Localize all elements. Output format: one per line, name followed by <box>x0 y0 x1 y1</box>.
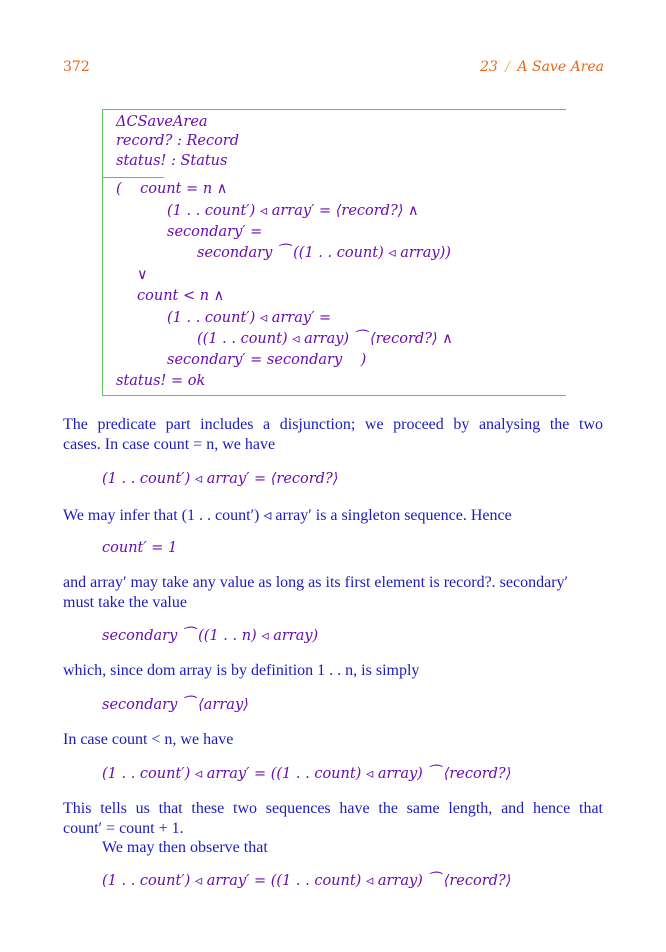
predicate-line: secondary ⁀ ((1 . . count) ◃ array)) <box>197 245 451 261</box>
schema-decl-record: record? : Record <box>116 133 240 149</box>
paragraph-line: The predicate part includes a disjunction; we proceed by analysing the two <box>63 416 603 433</box>
display-math: count′ = 1 <box>102 540 178 556</box>
display-math: (1 . . count′) ◃ array′ = ⟨record?⟩ <box>102 471 339 487</box>
predicate-line: ( count = n ∧ <box>116 181 228 197</box>
schema-left-rule <box>102 109 103 395</box>
predicate-line: ((1 . . count) ◃ array) ⁀ ⟨record?⟩ ∧ <box>197 331 453 347</box>
predicate-line: count < n ∧ <box>137 288 225 304</box>
schema-divider-rule <box>102 177 164 178</box>
page-number: 372 <box>63 59 90 75</box>
paragraph-line: must take the value <box>63 594 187 611</box>
display-math: (1 . . count′) ◃ array′ = ((1 . . count) ◃ array) ⁀ ⟨record?⟩ <box>102 873 512 889</box>
display-math: (1 . . count′) ◃ array′ = ((1 . . count) ◃ array) ⁀ ⟨record?⟩ <box>102 766 512 782</box>
chapter-number: 23 <box>479 59 498 75</box>
schema-bottom-rule <box>102 395 566 396</box>
paragraph-line: We may then observe that <box>102 839 268 856</box>
schema-name: ΔCSaveArea <box>116 114 208 130</box>
paragraph-line: This tells us that these two sequences have the same length, and hence that <box>63 800 603 817</box>
paragraph-line: which, since dom array is by definition 1 . . n, is simply <box>63 662 420 679</box>
running-head <box>480 59 604 75</box>
paragraph-line: count′ = count + 1. <box>63 820 184 837</box>
paragraph-line: and array′ may take any value as long as its first element is record?. secondary′ <box>63 574 569 591</box>
header-separator: / <box>505 59 510 75</box>
paragraph-line: We may infer that (1 . . count′) ◃ array′ is a singleton sequence. Hence <box>63 507 512 524</box>
paragraph-line: In case count < n, we have <box>63 731 234 748</box>
schema-decl-status: status! : Status <box>116 153 228 169</box>
schema-top-rule <box>102 109 566 110</box>
chapter-title: A Save Area <box>517 59 604 75</box>
paragraph-line: cases. In case count = n, we have <box>63 436 276 453</box>
predicate-line: (1 . . count′) ◃ array′ = <box>167 310 332 326</box>
predicate-line: secondary′ = secondary ) <box>167 352 367 368</box>
predicate-or: ∨ <box>137 267 148 283</box>
display-math: secondary ⁀ ((1 . . n) ◃ array) <box>102 628 319 644</box>
predicate-status: status! = ok <box>116 373 206 389</box>
predicate-line: secondary′ = <box>167 224 263 240</box>
display-math: secondary ⁀ ⟨array⟩ <box>102 697 249 713</box>
predicate-line: (1 . . count′) ◃ array′ = ⟨record?⟩ ∧ <box>167 203 419 219</box>
